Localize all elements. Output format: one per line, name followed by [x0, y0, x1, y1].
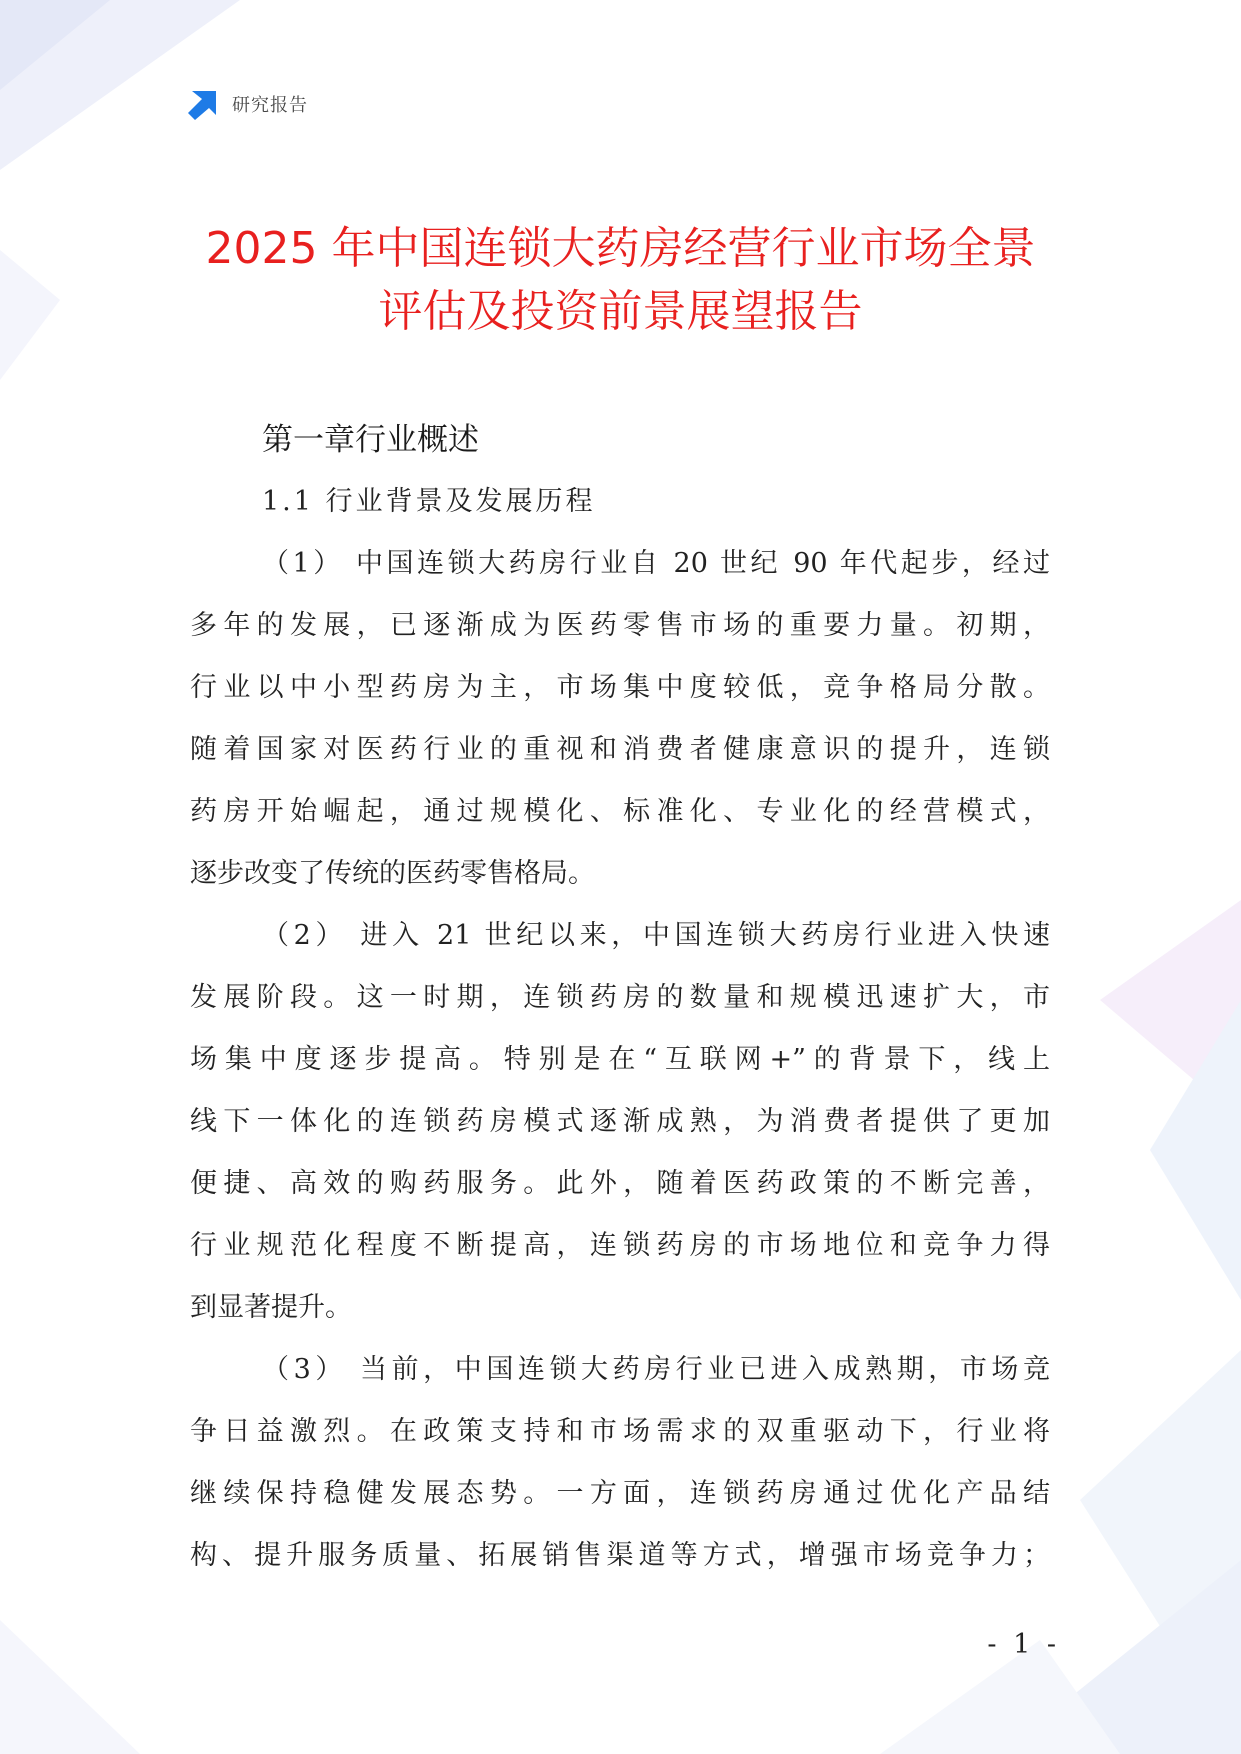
- paragraph-2: [190, 905, 1050, 1339]
- paragraph-line: 场集中度逐步提高。特别是在“互联网+”的背景下，线上: [190, 1044, 1050, 1075]
- paragraph-3: [190, 1339, 1050, 1587]
- paragraph-line: 争日益激烈。在政策支持和市场需求的双重驱动下，行业将: [190, 1416, 1050, 1447]
- section-heading: 1.1 行业背景及发展历程: [262, 486, 596, 517]
- paragraph-line: （1） 中国连锁大药房行业自 20 世纪 90 年代起步，经过: [262, 548, 1050, 579]
- paragraph-line: （3） 当前，中国连锁大药房行业已进入成熟期，市场竞: [262, 1354, 1050, 1385]
- paragraph-line: 便捷、高效的购药服务。此外，随着医药政策的不断完善，: [190, 1168, 1050, 1199]
- report-title-line-1: 2025 年中国连锁大药房经营行业市场全景: [205, 223, 1036, 274]
- paragraph-line: 多年的发展，已逐渐成为医药零售市场的重要力量。初期，: [190, 610, 1050, 641]
- paragraph-line: 线下一体化的连锁药房模式逐渐成熟，为消费者提供了更加: [190, 1106, 1050, 1137]
- paragraph-line: 随着国家对医药行业的重视和消费者健康意识的提升，连锁: [190, 734, 1050, 765]
- paragraph-1: [190, 533, 1050, 905]
- paragraph-line: 行业规范化程度不断提高，连锁药房的市场地位和竞争力得: [190, 1230, 1050, 1261]
- brand-header: [186, 87, 308, 121]
- paragraph-line: 逐步改变了传统的医药零售格局。: [190, 858, 595, 889]
- chapter-heading: 第一章行业概述: [262, 422, 479, 458]
- paragraph-line: 药房开始崛起，通过规模化、标准化、专业化的经营模式，: [190, 796, 1050, 827]
- paragraph-line: 继续保持稳健发展态势。一方面，连锁药房通过优化产品结: [190, 1478, 1050, 1509]
- paragraph-line: 到显著提升。: [190, 1292, 352, 1323]
- report-title-line-2: 评估及投资前景展望报告: [378, 286, 863, 337]
- diagonal-arrow-icon: [186, 87, 220, 121]
- brand-label: 研究报告: [232, 95, 308, 116]
- page-number: - 1 -: [987, 1629, 1060, 1660]
- paragraph-line: 发展阶段。这一时期，连锁药房的数量和规模迅速扩大，市: [190, 982, 1050, 1013]
- paragraph-line: 构、提升服务质量、拓展销售渠道等方式，增强市场竞争力；: [190, 1540, 1050, 1571]
- paragraph-line: （2） 进入 21 世纪以来，中国连锁大药房行业进入快速: [262, 920, 1050, 951]
- paragraph-line: 行业以中小型药房为主，市场集中度较低，竞争格局分散。: [190, 672, 1050, 703]
